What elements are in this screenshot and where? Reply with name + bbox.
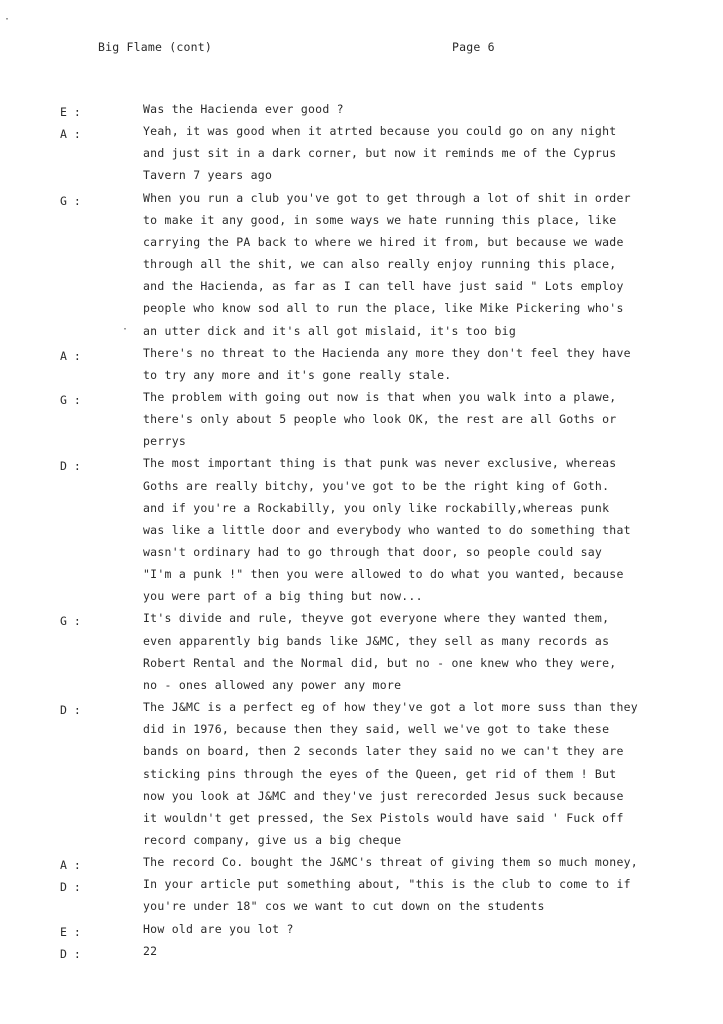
dialogue-line: was like a little door and everybody who wanted to do something that: [143, 522, 631, 537]
dialogue-line: Goths are really bitchy, you've got to be the right king of Goth.: [143, 478, 610, 493]
dialogue-line: perrys: [143, 434, 187, 449]
speaker-label: D :: [60, 703, 81, 718]
dialogue-line: bands on board, then 2 seconds later they said no we can't they are: [143, 744, 624, 759]
header-title: Big Flame (cont): [98, 40, 212, 54]
dialogue-line: Robert Rental and the Normal did, but no - one knew who they were,: [143, 655, 617, 670]
dialogue-line: When you run a club you've got to get through a lot of shit in order: [143, 190, 631, 205]
scan-speck: ·: [4, 14, 11, 25]
dialogue-line: to make it any good, in some ways we hate running this place, like: [143, 212, 617, 227]
dialogue-line: now you look at J&MC and they've just rerecorded Jesus suck because: [143, 788, 624, 803]
dialogue-line: there's only about 5 people who look OK, the rest are all Goths or: [143, 412, 617, 427]
dialogue-line: an utter dick and it's all got mislaid, it's too big: [143, 323, 517, 338]
dialogue-line: In your article put something about, "this is the club to come to if: [143, 877, 631, 892]
speaker-label: D :: [60, 880, 81, 895]
dialogue-line: Was the Hacienda ever good ?: [143, 102, 344, 116]
dialogue-line: you were part of a big thing but now...: [143, 589, 423, 604]
dialogue-line: through all the shit, we can also really enjoy running this place,: [143, 257, 617, 272]
dialogue-line: The record Co. bought the J&MC's threat of giving them so much money,: [143, 855, 638, 870]
dialogue-line: and the Hacienda, as far as I can tell have just said " Lots employ: [143, 279, 624, 294]
dialogue-line: and if you're a Rockabilly, you only like rockabilly,whereas punk: [143, 500, 610, 515]
dialogue-line: Tavern 7 years ago: [143, 168, 273, 183]
dialogue-line: it wouldn't get pressed, the Sex Pistols would have said ' Fuck off: [143, 810, 624, 825]
dialogue-line: people who know sod all to run the place, like Mike Pickering who's: [143, 301, 624, 316]
speaker-label: E :: [60, 924, 81, 939]
dialogue-line: sticking pins through the eyes of the Queen, get rid of them ! But: [143, 766, 617, 781]
dialogue-line: wasn't ordinary had to go through that door, so people could say: [143, 545, 603, 559]
dialogue-line: It's divide and rule, theyve got everyone where they wanted them,: [143, 611, 610, 626]
dialogue-line: no - ones allowed any power any more: [143, 677, 402, 692]
dialogue-line: "I'm a punk !" then you were allowed to do what you wanted, because: [143, 567, 624, 582]
dialogue-line: How old are you lot ?: [143, 921, 294, 936]
dialogue-line: to try any more and it's gone really stale.: [143, 367, 452, 382]
page-number: Page 6: [452, 40, 495, 54]
dialogue-line: The most important thing is that punk was never exclusive, whereas: [143, 456, 617, 471]
dialogue-line: The J&MC is a perfect eg of how they've got a lot more suss than they: [143, 700, 638, 715]
dialogue-line: Yeah, it was good when it atrted because you could go on any night: [143, 124, 617, 139]
speaker-label: A :: [60, 127, 81, 142]
speaker-label: D :: [60, 459, 81, 474]
dialogue-line: carrying the PA back to where we hired it from, but because we wade: [143, 234, 624, 249]
dialogue-line: There's no threat to the Hacienda any more they don't feel they have: [143, 345, 631, 360]
dialogue-line: The problem with going out now is that when you walk into a plawe,: [143, 389, 617, 404]
dialogue-line: record company, give us a big cheque: [143, 832, 402, 847]
speaker-label: G :: [60, 193, 81, 208]
dialogue-line: even apparently big bands like J&MC, they sell as many records as: [143, 633, 610, 648]
dialogue-line: and just sit in a dark corner, but now it reminds me of the Cyprus: [143, 146, 617, 161]
speaker-label: G :: [60, 614, 81, 629]
speaker-label: A :: [60, 858, 81, 873]
speaker-label: A :: [60, 348, 81, 363]
scan-speck: ·: [122, 324, 129, 335]
dialogue-line: 22: [143, 943, 158, 958]
dialogue-line: you're under 18" cos we want to cut down on the students: [143, 899, 545, 914]
speaker-label: E :: [60, 105, 81, 119]
speaker-label: D :: [60, 946, 81, 961]
dialogue-line: did in 1976, because then they said, well we've got to take these: [143, 722, 610, 737]
speaker-label: G :: [60, 392, 81, 407]
